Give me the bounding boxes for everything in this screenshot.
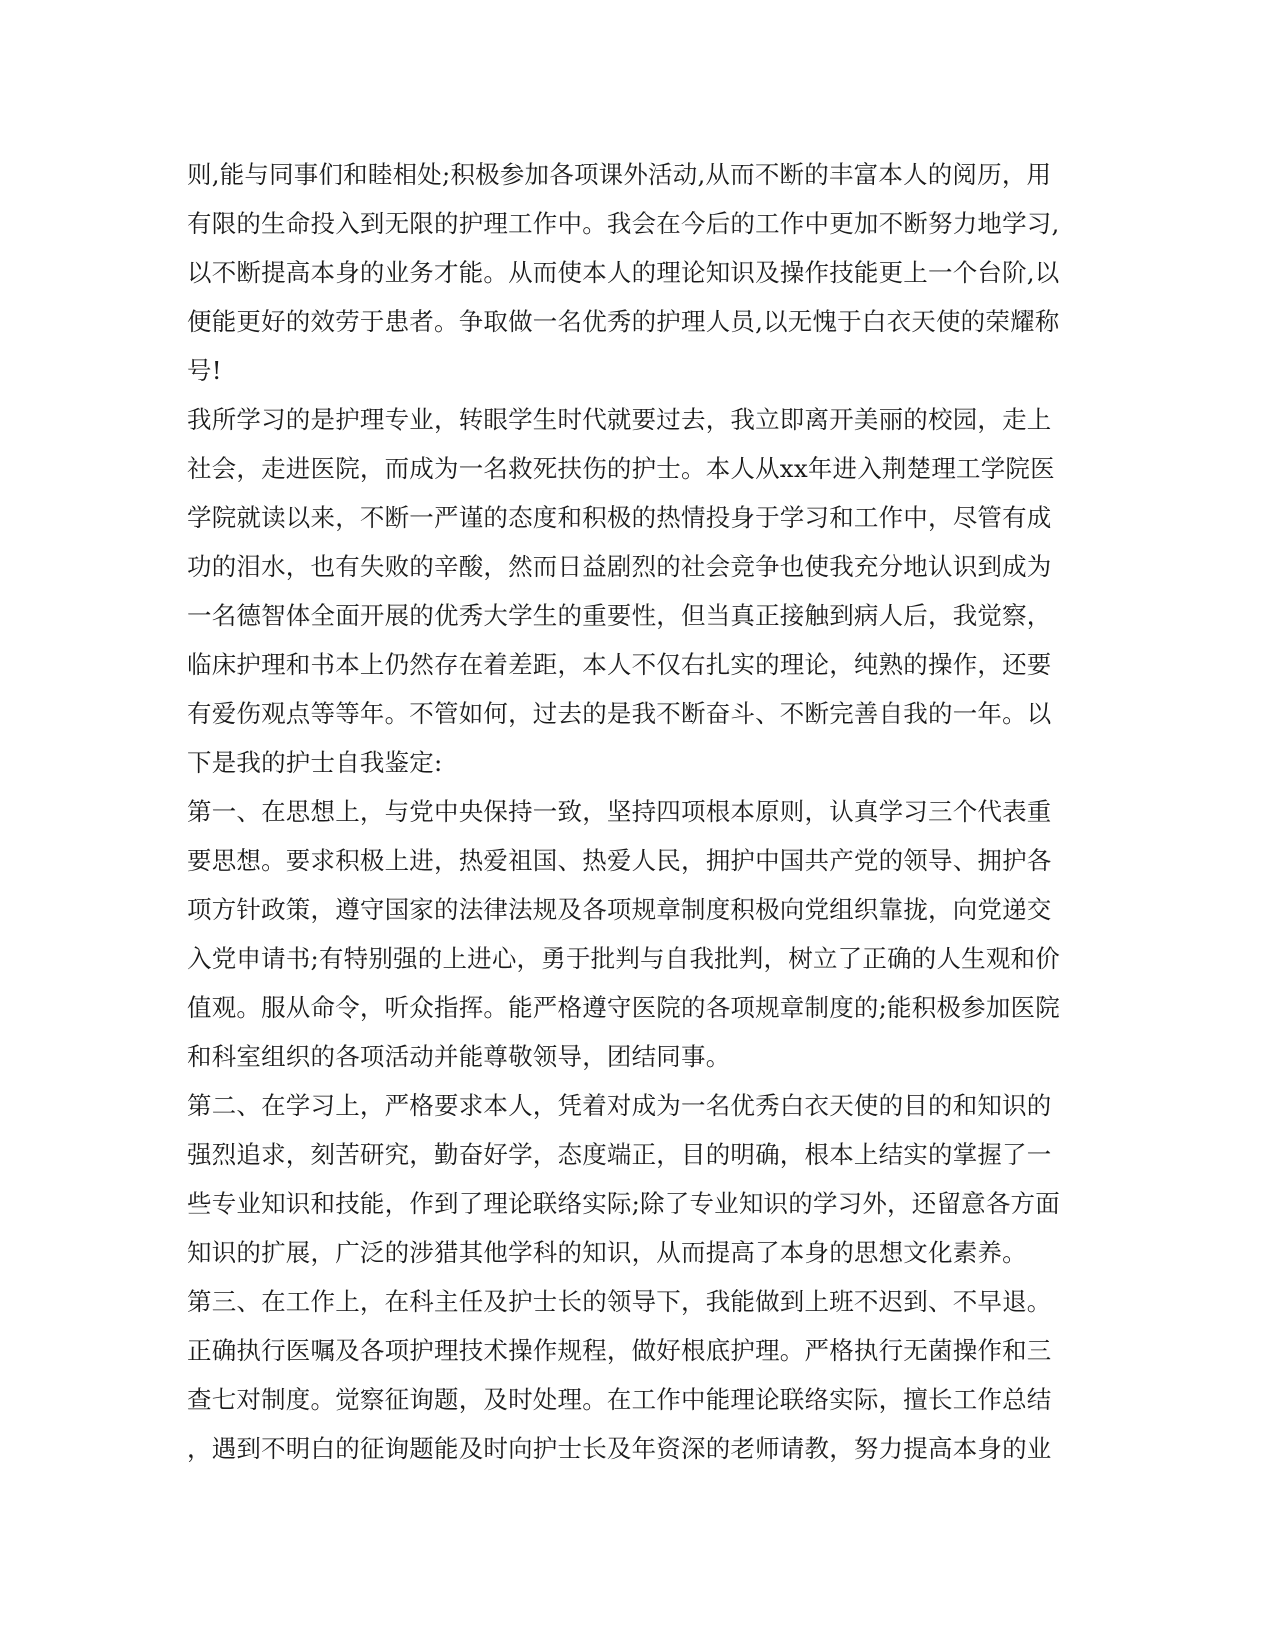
text-line: 一名德智体全面开展的优秀大学生的重要性，但当真正接触到病人后，我觉察， [187,601,1052,630]
text-line: ，遇到不明白的征询题能及时向护士长及年资深的老师请教，努力提高本身的业 [187,1434,1052,1463]
text-line: 和科室组织的各项活动并能尊敬领导，团结同事。 [187,1042,731,1071]
text-line: 第二、在学习上，严格要求本人，凭着对成为一名优秀白衣天使的目的和知识的 [187,1091,1052,1120]
text-line: 有限的生命投入到无限的护理工作中。我会在今后的工作中更加不断努力地学习, [187,209,1060,238]
text-line: 项方针政策，遵守国家的法律法规及各项规章制度积极向党组织靠拢，向党递交 [187,895,1052,924]
text-line: 临床护理和书本上仍然存在着差距，本人不仅右扎实的理论，纯熟的操作，还要 [187,650,1052,679]
body-text [187,150,1087,1473]
text-line: 我所学习的是护理专业，转眼学生时代就要过去，我立即离开美丽的校园，走上 [187,405,1052,434]
text-line: 社会，走进医院，而成为一名救死扶伤的护士。本人从xx年进入荆楚理工学院医 [187,454,1055,483]
text-line: 强烈追求，刻苦研究，勤奋好学，态度端正，目的明确，根本上结实的掌握了一 [187,1140,1052,1169]
text-line: 以不断提高本身的业务才能。从而使本人的理论知识及操作技能更上一个台阶,以 [187,258,1060,287]
text-line: 号! [187,356,222,385]
text-line: 查七对制度。觉察征询题，及时处理。在工作中能理论联络实际，擅长工作总结 [187,1385,1052,1414]
text-line: 学院就读以来，不断一严谨的态度和积极的热情投身于学习和工作中，尽管有成 [187,503,1052,532]
text-line: 要思想。要求积极上进，热爱祖国、热爱人民，拥护中国共产党的领导、拥护各 [187,846,1052,875]
text-line: 便能更好的效劳于患者。争取做一名优秀的护理人员,以无愧于白衣天使的荣耀称 [187,307,1060,336]
text-line: 有爱伤观点等等年。不管如何，过去的是我不断奋斗、不断完善自我的一年。以 [187,699,1052,728]
text-line: 第一、在思想上，与党中央保持一致，坚持四项根本原则，认真学习三个代表重 [187,797,1052,826]
text-line: 入党申请书;有特别强的上进心，勇于批判与自我批判，树立了正确的人生观和价 [187,944,1060,973]
text-line: 下是我的护士自我鉴定: [187,748,443,777]
text-line: 则,能与同事们和睦相处;积极参加各项课外活动,从而不断的丰富本人的阅历，用 [187,160,1052,189]
text-line: 知识的扩展，广泛的涉猎其他学科的知识，从而提高了本身的思想文化素养。 [187,1238,1027,1267]
text-line: 值观。服从命令，听众指挥。能严格遵守医院的各项规章制度的;能积极参加医院 [187,993,1060,1022]
text-line: 些专业知识和技能，作到了理论联络实际;除了专业知识的学习外，还留意各方面 [187,1189,1060,1218]
text-line: 正确执行医嘱及各项护理技术操作规程，做好根底护理。严格执行无菌操作和三 [187,1336,1052,1365]
text-line: 功的泪水，也有失败的辛酸，然而日益剧烈的社会竞争也使我充分地认识到成为 [187,552,1052,581]
text-line: 第三、在工作上，在科主任及护士长的领导下，我能做到上班不迟到、不早退。 [187,1287,1052,1316]
